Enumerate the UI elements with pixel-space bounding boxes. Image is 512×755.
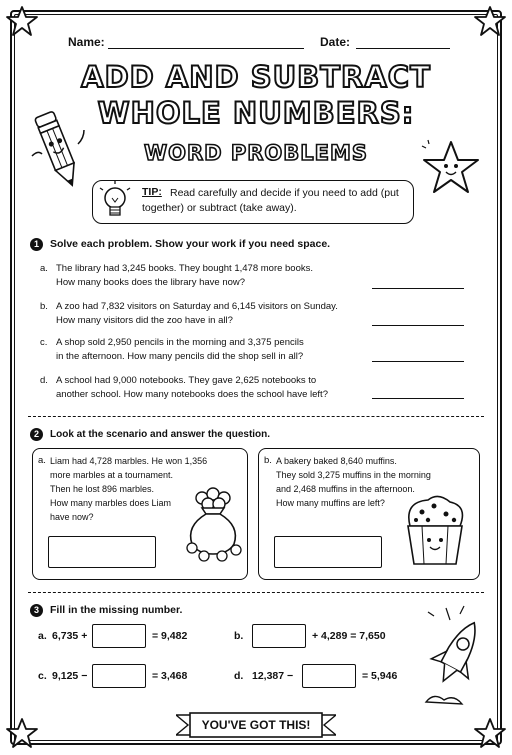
section-divider: [28, 592, 484, 593]
answer-box[interactable]: [274, 536, 382, 568]
section-number: 3: [30, 604, 43, 617]
smiling-star-icon: [418, 136, 484, 200]
star-icon: [4, 716, 40, 752]
card-text-line: Then he lost 896 marbles.: [50, 484, 155, 494]
star-icon: [472, 716, 508, 752]
equation-right: = 9,482: [152, 630, 188, 642]
equation-letter: c.: [38, 670, 47, 682]
problem-text-line: The library had 3,245 books. They bought 1,478 more books.: [56, 263, 314, 274]
tip-label: TIP:: [142, 186, 162, 198]
section-number: 2: [30, 428, 43, 441]
answer-line[interactable]: [372, 325, 464, 326]
missing-number-box[interactable]: [92, 664, 146, 688]
section-title: Fill in the missing number.: [50, 604, 183, 616]
card-letter: b.: [264, 455, 272, 466]
section-title: Solve each problem. Show your work if you need space.: [50, 238, 331, 250]
missing-number-box[interactable]: [302, 664, 356, 688]
card-text-line: How many marbles does Liam: [50, 498, 172, 508]
card-text-line: have now?: [50, 512, 94, 522]
rocket-icon: [420, 604, 490, 710]
card-text-line: How many muffins are left?: [276, 498, 385, 508]
card-text-line: A bakery baked 8,640 muffins.: [276, 456, 397, 466]
card-text-line: Liam had 4,728 marbles. He won 1,356: [50, 456, 208, 466]
card-text-line: and 2,468 muffins in the afternoon.: [276, 484, 415, 494]
name-field[interactable]: [108, 48, 304, 49]
missing-number-box[interactable]: [92, 624, 146, 648]
problem-text-line: in the afternoon. How many pencils did the shop sell in all?: [56, 351, 304, 362]
problem-letter: b.: [40, 301, 48, 312]
missing-number-box[interactable]: [252, 624, 306, 648]
equation-left: 9,125 −: [52, 670, 88, 682]
lightbulb-icon: [98, 180, 132, 224]
problem-text-line: another school. How many notebooks does the school have left?: [56, 389, 328, 400]
problem-text-line: How many books does the library have now?: [56, 277, 246, 288]
banner-text: YOU'VE GOT THIS!: [201, 718, 311, 732]
date-field[interactable]: [356, 48, 450, 49]
equation-letter: d.: [234, 670, 244, 682]
date-label: Date:: [320, 35, 351, 49]
section-title: Look at the scenario and answer the question.: [50, 429, 271, 440]
section-divider: [28, 416, 484, 417]
card-text-line: more marbles at a tournament.: [50, 470, 174, 480]
problem-letter: c.: [40, 337, 48, 348]
answer-line[interactable]: [372, 288, 464, 289]
equation-left: 12,387 −: [252, 670, 294, 682]
page-subtitle: WORD PROBLEMS: [143, 141, 369, 165]
card-text-line: They sold 3,275 muffins in the morning: [276, 470, 431, 480]
name-label: Name:: [68, 35, 105, 49]
equation-letter: b.: [234, 630, 244, 642]
equation-left: 6,735 +: [52, 630, 88, 642]
card-letter: a.: [38, 455, 46, 466]
problem-text-line: A shop sold 2,950 pencils in the morning and 3,375 pencils: [56, 337, 304, 348]
problem-letter: a.: [40, 263, 48, 274]
tip-text: Read carefully and decide if you need to add (put together) or subtract (take away).: [142, 187, 399, 214]
marble-bag-icon: [182, 484, 244, 564]
answer-box[interactable]: [48, 536, 156, 568]
equation-letter: a.: [38, 630, 47, 642]
star-icon: [4, 4, 40, 40]
page-title-line1: ADD AND SUBTRACT: [81, 60, 431, 94]
answer-line[interactable]: [372, 361, 464, 362]
problem-text-line: How many visitors did the zoo have in all?: [56, 315, 233, 326]
equation-right: = 5,946: [362, 670, 398, 682]
page-title-line2: WHOLE NUMBERS:: [97, 96, 415, 130]
pencil-character-icon: [28, 104, 88, 196]
muffin-icon: [398, 492, 472, 570]
equation-right: = 3,468: [152, 670, 188, 682]
problem-letter: d.: [40, 375, 48, 386]
problem-text-line: A school had 9,000 notebooks. They gave 2,625 notebooks to: [56, 375, 317, 386]
section-number: 1: [30, 238, 43, 251]
equation-right: + 4,289 = 7,650: [312, 630, 386, 642]
answer-line[interactable]: [372, 398, 464, 399]
problem-text-line: A zoo had 7,832 visitors on Saturday and 6,145 visitors on Sunday.: [56, 301, 338, 312]
star-icon: [472, 4, 508, 40]
